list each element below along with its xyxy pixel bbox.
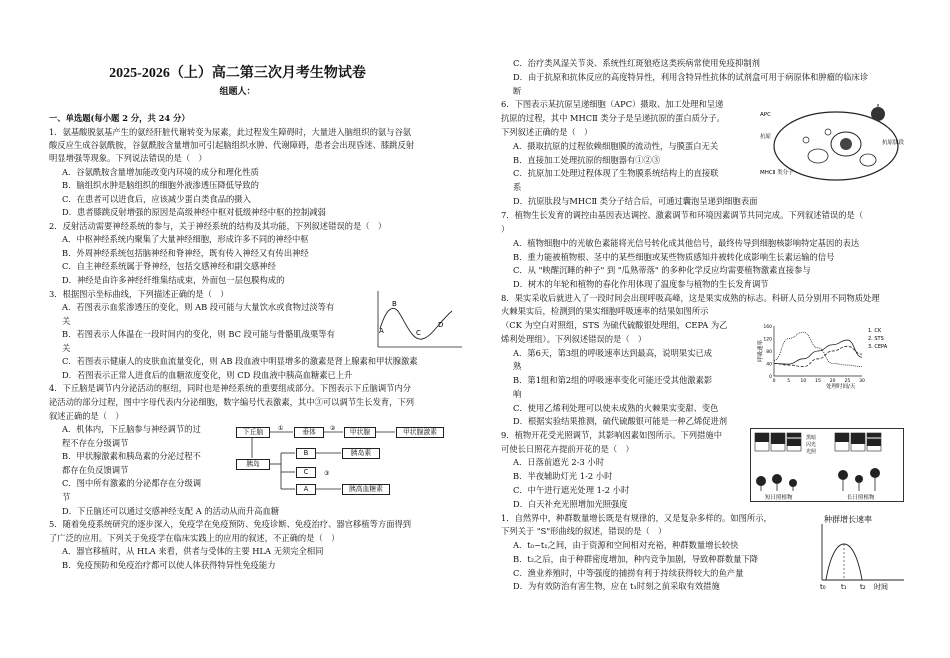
right-text-line: A．第6天，第3组的呼吸速率达到最高，说明果实已成 bbox=[513, 348, 713, 358]
right-text-line: 1．自然界中，种群数量增长既是有规律的，又是复杂多样的。如图所示， bbox=[501, 513, 772, 523]
left-text-line: C．图中所有激素的分泌都存在分级调 bbox=[62, 478, 202, 488]
q9-long-day: 长日照植物 bbox=[847, 495, 875, 501]
q9-flash: 闪光 bbox=[806, 442, 817, 448]
q8-ylabel: 呼吸速率 bbox=[758, 339, 764, 362]
left-text-line: 明显增强等现象。下列说法错误的是（ ） bbox=[49, 153, 207, 163]
q6-label-antigen: 抗原 bbox=[760, 134, 772, 140]
q8-xtick: 25 bbox=[844, 379, 851, 384]
q9-light: 光照 bbox=[806, 449, 817, 455]
left-text-line: 5．随着免疫系统研究的逐步深入，免疫学在免疫预防、免疫诊断、免疫治疗、器官移植等方面得到 bbox=[49, 519, 412, 529]
q8-xtick: 10 bbox=[800, 379, 807, 384]
left-text-line: D．神经是由许多神经纤维集结成束，外面包一层包膜构成的 bbox=[62, 275, 285, 285]
right-text-line: C．中午进行遮光处理 1-2 小时 bbox=[513, 485, 630, 495]
left-text-line: D．下丘脑还可以通过交感神经支配 A 的活动从而升高血糖 bbox=[62, 506, 280, 516]
right-text-line: A．t₀~t₁之间，由于资源和空间相对充裕，种群数量增长较快 bbox=[513, 540, 739, 550]
right-text-line: （CK 为空白对照组，STS 为硫代硫酸银处理组，CEPA 为乙 bbox=[501, 320, 728, 330]
left-text-line: C．在患者可以进食后，应该减少蛋白类食品的摄入 bbox=[62, 194, 251, 204]
q8-legend-item: 3. CEPA bbox=[868, 344, 888, 350]
left-text-line: B．脑组织水肿是脑组织的细胞外液渗透压降低导致的 bbox=[62, 180, 259, 190]
right-text-line: C．从 "映醒沉睡的种子" 到 "瓜熟蒂落" 的多种化学反应均需要植物激素直接参与 bbox=[513, 265, 811, 275]
q8-xtick: 5 bbox=[787, 379, 791, 384]
right-text-line: B．重力能被植物根、茎中的某些细胞或某些物质感知并被转化成影响生长素运输的信号 bbox=[513, 252, 835, 262]
left-text-line: 节 bbox=[62, 492, 71, 502]
q4-num-2: ② bbox=[330, 425, 336, 432]
left-text-line: C．自主神经系统属于脊神经，包括交感神经和副交感神经 bbox=[62, 261, 276, 271]
right-text-line: 7．植物生长发育的调控由基因表达调控、激素调节和环境因素调节共同完成。下列叙述错误的是（ bbox=[501, 210, 864, 220]
box-insulin: 胰岛素 bbox=[342, 448, 380, 459]
right-text-line: D．为有效防治有害生物，应在 t₁时刻之前采取有效措施 bbox=[513, 581, 720, 591]
right-text-line: D．树木的年轮和植物的春化作用体现了温度参与植物的生长发育调节 bbox=[513, 279, 769, 289]
q8-series-line-3 bbox=[774, 332, 862, 366]
left-text-line: A．谷氨酰胺含量增加能改变内环境的成分和理化性质 bbox=[62, 167, 259, 177]
q8-xtick: 30 bbox=[859, 379, 865, 384]
q8-xtick: 15 bbox=[815, 379, 821, 384]
q6-label-mhc: MHCⅡ 类分子 bbox=[760, 170, 794, 176]
q6-label-apc: APC bbox=[760, 112, 771, 118]
right-text-line: C．治疗类风湿关节炎、系统性红斑狼疮这类疾病常使用免疫抑制剂 bbox=[513, 58, 760, 68]
q8-ytick: 40 bbox=[766, 362, 772, 368]
right-text-line: D．抗原肽段与MHCⅡ 类分子结合后，可通过囊泡呈递到细胞表面 bbox=[513, 196, 758, 206]
right-text-line: C．渔业养殖时，中等强度的捕捞有利于持续获得较大的鱼产量 bbox=[513, 568, 744, 578]
left-text-line: 程不存在分级调节 bbox=[62, 438, 129, 448]
q3-label-a: A bbox=[379, 327, 384, 335]
left-text-line: 都存在负反馈调节 bbox=[62, 465, 129, 475]
q8-ytick: 120 bbox=[763, 337, 772, 343]
q8-respiration-chart bbox=[756, 318, 896, 390]
q3-label-c: C bbox=[416, 329, 421, 337]
right-text-line: ） bbox=[501, 224, 510, 234]
right-text-line: C．使用乙烯利处理可以使未成熟的火棘果实变甜、变色 bbox=[513, 403, 719, 413]
q3-label-d: D bbox=[438, 321, 444, 329]
q8-series-line-2 bbox=[774, 346, 862, 366]
left-text-line: A．中枢神经系统内聚集了大量神经细胞，形成许多不同的神经中枢 bbox=[62, 234, 309, 244]
left-text-line: 泌活动的部分过程，图中字母代表内分泌细胞，数字编号代表激素，其中③可以调节生长发育，下列 bbox=[49, 397, 415, 407]
box-hypothalamus: 下丘脑 bbox=[236, 427, 270, 438]
left-text-line: 1．氨基酸脱氨基产生的氨经肝脏代谢转变为尿素，此过程发生障碍时，大量进入脑组织的氨与谷氨 bbox=[49, 127, 412, 137]
q3-curve-figure bbox=[372, 289, 467, 351]
q8-xlabel: 处理时间/天 bbox=[826, 384, 856, 390]
left-text-line: B．若图表示人体温在一段时间内的变化，则 BC 段可能与骨骼肌战栗等有 bbox=[62, 329, 335, 339]
right-text-line: 9．植物开花受光照调节，其影响因素如图所示。下列措施中 bbox=[501, 430, 722, 440]
box-pituitary: 垂体 bbox=[294, 427, 324, 438]
box-glucagon: 胰高血糖素 bbox=[342, 484, 390, 495]
q10-growth-rate-figure bbox=[812, 512, 908, 592]
right-text-line: D．根据实验结果推测，硫代硫酸银可能是一种乙烯促进剂 bbox=[513, 416, 728, 426]
right-text-line: 抗原的过程，其中 MHCⅡ 类分子是呈递抗原的蛋白质分子。 bbox=[501, 113, 725, 123]
right-text-line: 火棘果实后，检测到的果实细胞呼吸速率的结果如图所示 bbox=[501, 306, 709, 316]
q4-num-1: ① bbox=[278, 425, 284, 432]
q8-legend-item: 1. CK bbox=[868, 328, 882, 334]
left-text-line: 叙述正确的是（ ） bbox=[49, 411, 124, 421]
q8-series-line-1 bbox=[774, 340, 862, 364]
right-text-line: D．白天补充光照增加光照强度 bbox=[513, 499, 628, 509]
q8-ytick: 0 bbox=[769, 375, 772, 380]
right-text-line: 烯利处理组）。下列叙述错误的是（ ） bbox=[501, 334, 647, 344]
left-text-line: B．免疫预防和免疫治疗都可以使人体获得特异性免疫能力 bbox=[62, 560, 276, 570]
q3-label-b: B bbox=[392, 300, 397, 308]
page-title: 2025-2026（上）高二第三次月考生物试卷 bbox=[109, 66, 366, 81]
right-text-line: B．第1组和第2组的呼吸速率变化可能还受其他激素影 bbox=[513, 375, 713, 385]
right-text-line: 系 bbox=[513, 182, 522, 192]
left-text-line: 酸反应生成谷氨酰胺，谷氨酰胺含量增加可引起脑组织水肿、代谢障碍，患者会出现昏迷、膝跳反射 bbox=[49, 140, 415, 150]
right-text-line: B．直接加工处理抗原的细胞器有①②③ bbox=[513, 155, 661, 165]
left-text-line: 关 bbox=[62, 343, 71, 353]
q8-ytick: 160 bbox=[763, 325, 772, 330]
q8-xtick: 20 bbox=[829, 379, 836, 384]
q10-t2: t₂ bbox=[860, 583, 866, 591]
q9-photoperiod-figure bbox=[750, 428, 904, 502]
q4-num-3: ③ bbox=[324, 470, 330, 477]
right-text-line: B．t₂之后，由于种群密度增加，种内竞争加剧，导致种群数量下降 bbox=[513, 554, 759, 564]
right-text-line: A．摄取抗原的过程依赖细胞膜的流动性，与膜蛋白无关 bbox=[513, 141, 719, 151]
box-b: B bbox=[296, 448, 316, 459]
author-line: 组题人： bbox=[219, 87, 256, 97]
q6-label-peptide: 抗原肽段 bbox=[882, 140, 905, 146]
left-text-line: C．若图表示健康人的皮肤血流量变化，则 AB 段血液中明显增多的激素是肾上腺素和甲状腺激素 bbox=[62, 356, 418, 366]
left-text-line: A．机体内，下丘脑参与神经调节的过 bbox=[62, 424, 201, 434]
q9-dark: 黑暗 bbox=[806, 435, 817, 441]
box-thyroid-hormone: 甲状腺激素 bbox=[396, 427, 444, 438]
right-text-line: A．日落前遮光 2-3 小时 bbox=[513, 457, 605, 467]
left-text-line: B．外周神经系统包括脑神经和脊神经，既有传入神经又有传出神经 bbox=[62, 248, 309, 258]
q10-t0: t₀ bbox=[820, 583, 826, 591]
right-text-line: 6．下图表示某抗原呈递细胞（APC）摄取、加工处理和呈递 bbox=[501, 99, 724, 109]
box-islet: 胰岛 bbox=[236, 459, 270, 470]
q10-time: 时间 bbox=[874, 583, 888, 591]
left-text-line: 3．根据图示坐标曲线，下列描述正确的是（ ） bbox=[49, 289, 229, 299]
left-text-line: 关 bbox=[62, 316, 71, 326]
right-text-line: D．由于抗原和抗体反应的高度特异性，利用含特异性抗体的试剂盒可用于病原体和肿瘤的临床诊 bbox=[513, 72, 869, 82]
q8-legend-item: 2. STS bbox=[868, 336, 884, 342]
right-text-line: 可使长日照花卉提前开花的是（ ） bbox=[501, 444, 634, 454]
right-text-line: 响 bbox=[513, 389, 522, 399]
left-text-line: 2．反射活动需要神经系统的参与，关于神经系统的结构及其功能，下列叙述错误的是（ ） bbox=[49, 221, 387, 231]
q9-short-day: 短日照植物 bbox=[765, 495, 793, 501]
left-text-line: D．若图表示正常人进食后的血糖浓度变化，则 CD 段血液中胰高血糖素已上升 bbox=[62, 370, 353, 380]
section-heading: 一、单选题(每小题 2 分，共 24 分） bbox=[49, 113, 190, 123]
q10-t1: t₁ bbox=[841, 583, 847, 591]
box-a: A bbox=[296, 484, 316, 495]
right-text-line: B．半夜辅助灯光 1-2 小时 bbox=[513, 471, 613, 481]
q10-title: 种群增长速率 bbox=[824, 515, 872, 524]
left-text-line: 了广泛的应用。下列关于免疫学在临床实践上的应用的叙述，不正确的是（ ） bbox=[49, 533, 340, 543]
right-text-line: A．植物细胞中的光敏色素能将光信号转化成其他信号，最终传导到细胞核影响特定基因的表达 bbox=[513, 238, 860, 248]
right-text-line: 断 bbox=[513, 86, 522, 96]
right-text-line: 下列关于 "S"形曲线的叙述，错误的是（ ） bbox=[501, 526, 667, 536]
q8-xtick: 0 bbox=[772, 379, 776, 384]
right-text-line: 下列叙述正确的是（ ） bbox=[501, 127, 593, 137]
right-text-line: C．抗原加工处理过程体现了生物膜系统结构上的直接联 bbox=[513, 168, 719, 178]
box-c: C bbox=[296, 467, 316, 478]
left-text-line: A．器官移植时，从 HLA 来看，供者与受体的主要 HLA 无须完全相同 bbox=[62, 546, 324, 556]
left-text-line: A．若图表示血浆渗透压的变化，则 AB 段可能与大量饮水或食物过淡等有 bbox=[62, 302, 335, 312]
right-text-line: 熟 bbox=[513, 361, 522, 371]
right-text-line: 8．果实采收后就进入了一段时间会出现呼吸高峰，这是果实成熟的标志。科研人员分别用不同物质处理 bbox=[501, 293, 880, 303]
q4-diagram bbox=[236, 425, 456, 497]
q6-apc-figure bbox=[758, 104, 908, 186]
box-thyroid: 甲状腺 bbox=[344, 427, 376, 438]
left-text-line: B．甲状腺激素和胰岛素的分泌过程不 bbox=[62, 451, 201, 461]
left-text-line: D．患者膝跳反射增强的原因是高级神经中枢对低级神经中枢的控制减弱 bbox=[62, 207, 326, 217]
q8-ytick: 80 bbox=[766, 350, 772, 355]
left-text-line: 4．下丘脑是调节内分泌活动的枢纽，同时也是神经系统的重要组成部分。下图表示下丘脑调节内分 bbox=[49, 383, 412, 393]
